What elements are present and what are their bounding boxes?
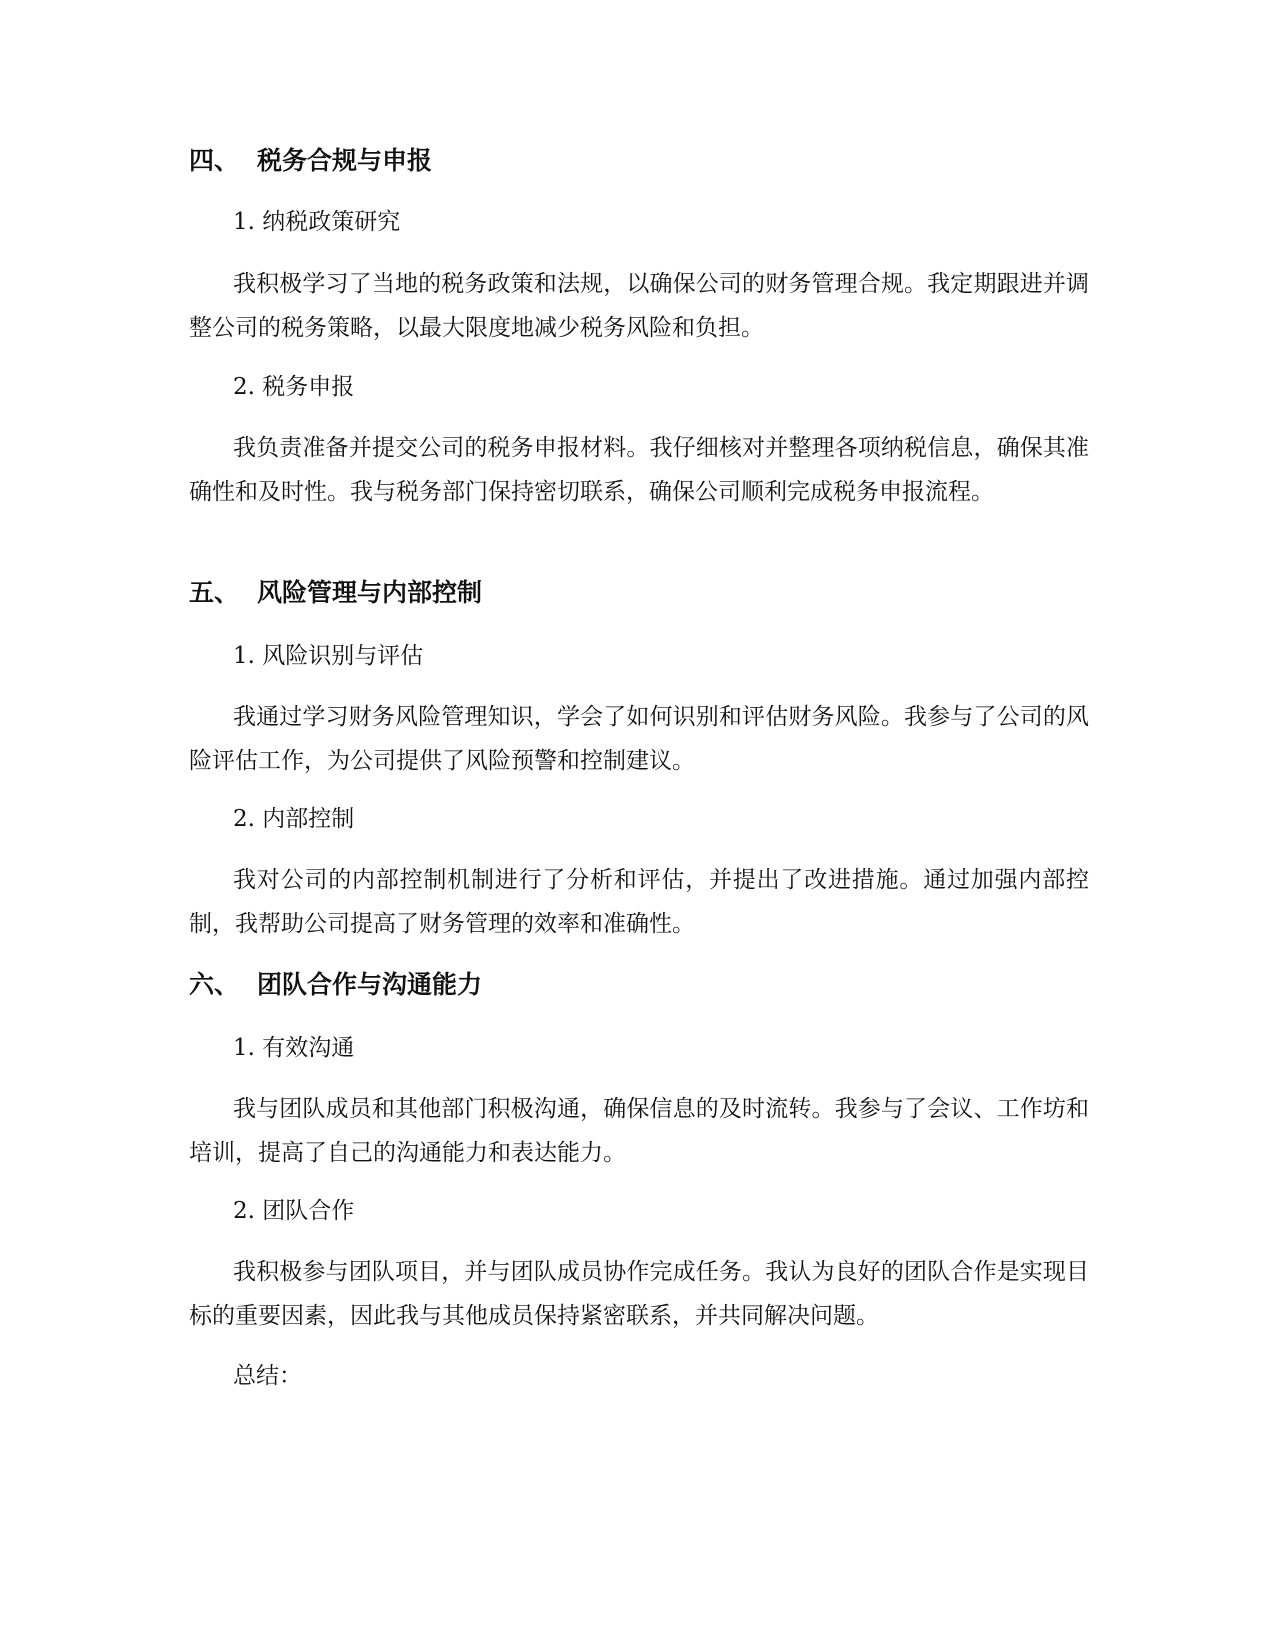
section-heading — [189, 970, 1089, 1000]
section-number: 四、 — [189, 146, 240, 175]
paragraph: 我负责准备并提交公司的税务申报材料。我仔细核对并整理各项纳税信息，确保其准确性和及时性。我与税务部门保持密切联系，确保公司顺利完成税务申报流程。 — [189, 435, 1089, 505]
paragraph: 我积极学习了当地的税务政策和法规，以确保公司的财务管理合规。我定期跟进并调整公司的税务策略，以最大限度地减少税务风险和负担。 — [189, 271, 1089, 341]
section-number: 六、 — [189, 970, 240, 999]
paragraph: 我通过学习财务风险管理知识，学会了如何识别和评估财务风险。我参与了公司的风险评估工作，为公司提供了风险预警和控制建议。 — [189, 704, 1089, 774]
subsection-title: 1. 有效沟通 — [233, 1035, 355, 1061]
subsection-title: 2. 税务申报 — [233, 374, 355, 400]
section-heading — [189, 146, 1089, 176]
summary-label: 总结： — [233, 1363, 302, 1389]
subsection-title: 2. 内部控制 — [233, 806, 355, 832]
paragraph: 我与团队成员和其他部门积极沟通，确保信息的及时流转。我参与了会议、工作坊和培训，提高了自己的沟通能力和表达能力。 — [189, 1096, 1089, 1166]
subsection-title: 2. 团队合作 — [233, 1198, 355, 1224]
subsection-title: 1. 风险识别与评估 — [233, 643, 424, 669]
section-heading — [189, 578, 1089, 608]
paragraph: 我积极参与团队项目，并与团队成员协作完成任务。我认为良好的团队合作是实现目标的重要因素，因此我与其他成员保持紧密联系，并共同解决问题。 — [189, 1259, 1089, 1329]
section-number: 五、 — [189, 578, 240, 607]
paragraph: 我对公司的内部控制机制进行了分析和评估，并提出了改进措施。通过加强内部控制，我帮助公司提高了财务管理的效率和准确性。 — [189, 867, 1089, 937]
subsection-title: 1. 纳税政策研究 — [233, 209, 401, 235]
section-title: 风险管理与内部控制 — [257, 578, 483, 607]
section-title: 税务合规与申报 — [257, 146, 433, 175]
section-title: 团队合作与沟通能力 — [257, 970, 483, 999]
